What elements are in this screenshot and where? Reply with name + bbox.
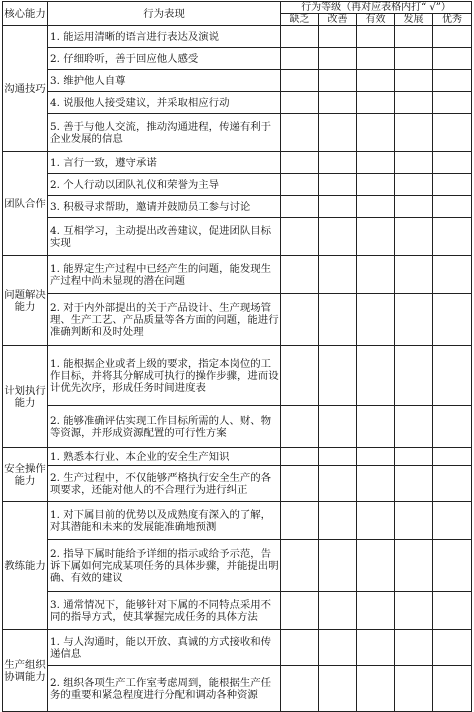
behavior-description: 2. 生产过程中，不仅能够严格执行安全生产的各项要求，还能对他人的不合理行为进行纠正 xyxy=(48,466,281,502)
table-row xyxy=(3,294,472,346)
table-row xyxy=(3,70,472,92)
rating-cell[interactable] xyxy=(433,26,472,48)
rating-cell[interactable] xyxy=(357,466,395,502)
rating-cell[interactable] xyxy=(433,92,472,114)
table-row xyxy=(3,448,472,466)
behavior-description: 4. 说服他人接受建议，并采取相应行动 xyxy=(48,92,281,114)
rating-cell[interactable] xyxy=(433,218,472,256)
table-row xyxy=(3,406,472,448)
table-row xyxy=(3,92,472,114)
competency-name: 计划执行能力 xyxy=(3,346,48,448)
rating-cell[interactable] xyxy=(319,540,357,592)
rating-cell[interactable] xyxy=(395,666,433,712)
table-row xyxy=(3,346,472,406)
rating-cell[interactable] xyxy=(357,218,395,256)
behavior-description: 3. 维护他人自尊 xyxy=(48,70,281,92)
rating-cell[interactable] xyxy=(433,256,472,294)
rating-cell[interactable] xyxy=(433,70,472,92)
table-row xyxy=(3,466,472,502)
table-row xyxy=(3,630,472,666)
rating-cell[interactable] xyxy=(357,174,395,196)
rating-cell[interactable] xyxy=(319,466,357,502)
rating-cell[interactable] xyxy=(357,196,395,218)
rating-cell[interactable] xyxy=(319,152,357,174)
rating-cell[interactable] xyxy=(281,466,319,502)
rating-cell[interactable] xyxy=(433,666,472,712)
rating-cell[interactable] xyxy=(433,502,472,540)
table-row xyxy=(3,196,472,218)
behavior-description: 1. 能界定生产过程中已经产生的问题，能发现生产过程中尚未显现的潜在问题 xyxy=(48,256,281,294)
table-row xyxy=(3,540,472,592)
table-row xyxy=(3,174,472,196)
rating-cell[interactable] xyxy=(281,174,319,196)
behavior-description: 1. 能根据企业或者上级的要求，指定本岗位的工作目标，并将其分解成可执行的操作步骤，进而设计优先次序，形成任务时间进度表 xyxy=(48,346,281,406)
table-row xyxy=(3,502,472,540)
table-row xyxy=(3,48,472,70)
rating-cell[interactable] xyxy=(395,294,433,346)
rating-cell[interactable] xyxy=(281,256,319,294)
behavior-description: 2. 个人行动以团队礼仪和荣誉为主导 xyxy=(48,174,281,196)
rating-cell[interactable] xyxy=(395,406,433,448)
rating-cell[interactable] xyxy=(433,48,472,70)
level-header-0: 缺乏 xyxy=(281,14,319,26)
rating-cell[interactable] xyxy=(357,502,395,540)
rating-cell[interactable] xyxy=(395,466,433,502)
rating-cell[interactable] xyxy=(433,630,472,666)
rating-cell[interactable] xyxy=(281,502,319,540)
rating-cell[interactable] xyxy=(281,592,319,630)
rating-cell[interactable] xyxy=(433,196,472,218)
rating-cell[interactable] xyxy=(281,666,319,712)
rating-cell[interactable] xyxy=(281,114,319,152)
rating-cell[interactable] xyxy=(319,666,357,712)
rating-cell[interactable] xyxy=(281,406,319,448)
rating-cell[interactable] xyxy=(319,48,357,70)
rating-cell[interactable] xyxy=(357,114,395,152)
rating-cell[interactable] xyxy=(319,196,357,218)
rating-cell[interactable] xyxy=(281,630,319,666)
rating-cell[interactable] xyxy=(319,218,357,256)
rating-cell[interactable] xyxy=(281,70,319,92)
rating-cell[interactable] xyxy=(433,540,472,592)
behavior-description: 1. 言行一致，遵守承诺 xyxy=(48,152,281,174)
rating-cell[interactable] xyxy=(395,196,433,218)
rating-cell[interactable] xyxy=(319,70,357,92)
rating-cell[interactable] xyxy=(357,406,395,448)
rating-cell[interactable] xyxy=(319,346,357,406)
level-header-1: 改善 xyxy=(319,14,357,26)
rating-cell[interactable] xyxy=(357,152,395,174)
rating-cell[interactable] xyxy=(357,540,395,592)
rating-cell[interactable] xyxy=(281,152,319,174)
behavior-header: 行为表现 xyxy=(48,2,281,26)
rating-cell[interactable] xyxy=(357,630,395,666)
rating-cell[interactable] xyxy=(395,92,433,114)
rating-cell[interactable] xyxy=(433,152,472,174)
rating-cell[interactable] xyxy=(395,256,433,294)
competency-evaluation-table xyxy=(2,1,472,712)
rating-cell[interactable] xyxy=(357,70,395,92)
rating-cell[interactable] xyxy=(395,540,433,592)
rating-cell[interactable] xyxy=(357,92,395,114)
rating-cell[interactable] xyxy=(395,218,433,256)
rating-cell[interactable] xyxy=(281,92,319,114)
rating-cell[interactable] xyxy=(395,502,433,540)
table-row xyxy=(3,218,472,256)
behavior-description: 2. 仔细聆听，善于回应他人感受 xyxy=(48,48,281,70)
competency-name: 生产组织协调能力 xyxy=(3,630,48,712)
rating-cell[interactable] xyxy=(433,592,472,630)
rating-cell[interactable] xyxy=(281,26,319,48)
table-row xyxy=(3,592,472,630)
rating-cell[interactable] xyxy=(395,152,433,174)
rating-cell[interactable] xyxy=(281,346,319,406)
rating-cell[interactable] xyxy=(395,26,433,48)
rating-cell[interactable] xyxy=(281,294,319,346)
competency-header: 核心能力 xyxy=(3,2,48,26)
rating-cell[interactable] xyxy=(433,114,472,152)
behavior-description: 2. 指导下属时能给予详细的指示或给予示范，告诉下属如何完成某项任务的具体步骤，并能提出明确、有效的建议 xyxy=(48,540,281,592)
rating-cell[interactable] xyxy=(395,448,433,466)
rating-cell[interactable] xyxy=(433,174,472,196)
rating-cell[interactable] xyxy=(319,502,357,540)
competency-name: 问题解决能力 xyxy=(3,256,48,346)
table-row xyxy=(3,152,472,174)
level-header-4: 优秀 xyxy=(433,14,472,26)
competency-name: 沟通技巧 xyxy=(3,26,48,152)
rating-cell[interactable] xyxy=(319,256,357,294)
behavior-description: 2. 对于内外部提出的关于产品设计、生产现场管理、生产工艺、产品质量等各方面的问题，能进行准确判断和及时处理 xyxy=(48,294,281,346)
table-row xyxy=(3,114,472,152)
rating-cell[interactable] xyxy=(319,630,357,666)
rating-cell[interactable] xyxy=(319,174,357,196)
rating-cell[interactable] xyxy=(395,174,433,196)
behavior-description: 5. 善于与他人交流，推动沟通进程，传递有利于企业发展的信息 xyxy=(48,114,281,152)
behavior-description: 1. 对下属目前的优势以及成熟度有深入的了解，对其潜能和未来的发展能准确地预测 xyxy=(48,502,281,540)
level-group-header: 行为等级（再对应表格内打“ √”） xyxy=(281,2,472,14)
rating-cell[interactable] xyxy=(281,196,319,218)
rating-cell[interactable] xyxy=(281,540,319,592)
rating-cell[interactable] xyxy=(395,48,433,70)
rating-cell[interactable] xyxy=(281,448,319,466)
rating-cell[interactable] xyxy=(319,92,357,114)
rating-cell[interactable] xyxy=(357,592,395,630)
rating-cell[interactable] xyxy=(357,346,395,406)
rating-cell[interactable] xyxy=(433,294,472,346)
rating-cell[interactable] xyxy=(319,294,357,346)
rating-cell[interactable] xyxy=(319,406,357,448)
rating-cell[interactable] xyxy=(357,294,395,346)
rating-cell[interactable] xyxy=(319,114,357,152)
competency-name: 安全操作能力 xyxy=(3,448,48,502)
rating-cell[interactable] xyxy=(395,592,433,630)
behavior-description: 2. 组织各项生产工作室考虑周到，能根据生产任务的重要和紧急程度进行分配和调动各种资源 xyxy=(48,666,281,712)
rating-cell[interactable] xyxy=(357,256,395,294)
competency-name: 团队合作 xyxy=(3,152,48,256)
rating-cell[interactable] xyxy=(433,406,472,448)
table-row xyxy=(3,26,472,48)
rating-cell[interactable] xyxy=(433,466,472,502)
behavior-description: 1. 熟悉本行业、本企业的安全生产知识 xyxy=(48,448,281,466)
behavior-description: 2. 能够准确评估实现工作目标所需的人、财、物等资源，并形成资源配置的可行性方案 xyxy=(48,406,281,448)
rating-cell[interactable] xyxy=(433,346,472,406)
rating-cell[interactable] xyxy=(357,48,395,70)
rating-cell[interactable] xyxy=(433,448,472,466)
behavior-description: 1. 能运用清晰的语言进行表达及演说 xyxy=(48,26,281,48)
behavior-description: 3. 积极寻求帮助，邀请并鼓励员工参与讨论 xyxy=(48,196,281,218)
table-row xyxy=(3,666,472,712)
rating-cell[interactable] xyxy=(395,630,433,666)
level-header-3: 发展 xyxy=(395,14,433,26)
competency-name: 教练能力 xyxy=(3,502,48,630)
behavior-description: 1. 与人沟通时，能以开放、真诚的方式接收和传递信息 xyxy=(48,630,281,666)
rating-cell[interactable] xyxy=(319,26,357,48)
rating-cell[interactable] xyxy=(395,114,433,152)
behavior-description: 3. 通常情况下，能够针对下属的不同特点采用不同的指导方式，使其掌握完成任务的具体方法 xyxy=(48,592,281,630)
rating-cell[interactable] xyxy=(357,666,395,712)
rating-cell[interactable] xyxy=(395,70,433,92)
header-row-top xyxy=(3,2,472,14)
rating-cell[interactable] xyxy=(357,448,395,466)
table-row xyxy=(3,256,472,294)
rating-cell[interactable] xyxy=(395,346,433,406)
rating-cell[interactable] xyxy=(281,48,319,70)
rating-cell[interactable] xyxy=(319,592,357,630)
rating-cell[interactable] xyxy=(281,218,319,256)
behavior-description: 4. 互相学习，主动提出改善建议，促进团队目标实现 xyxy=(48,218,281,256)
rating-cell[interactable] xyxy=(319,448,357,466)
level-header-2: 有效 xyxy=(357,14,395,26)
rating-cell[interactable] xyxy=(357,26,395,48)
